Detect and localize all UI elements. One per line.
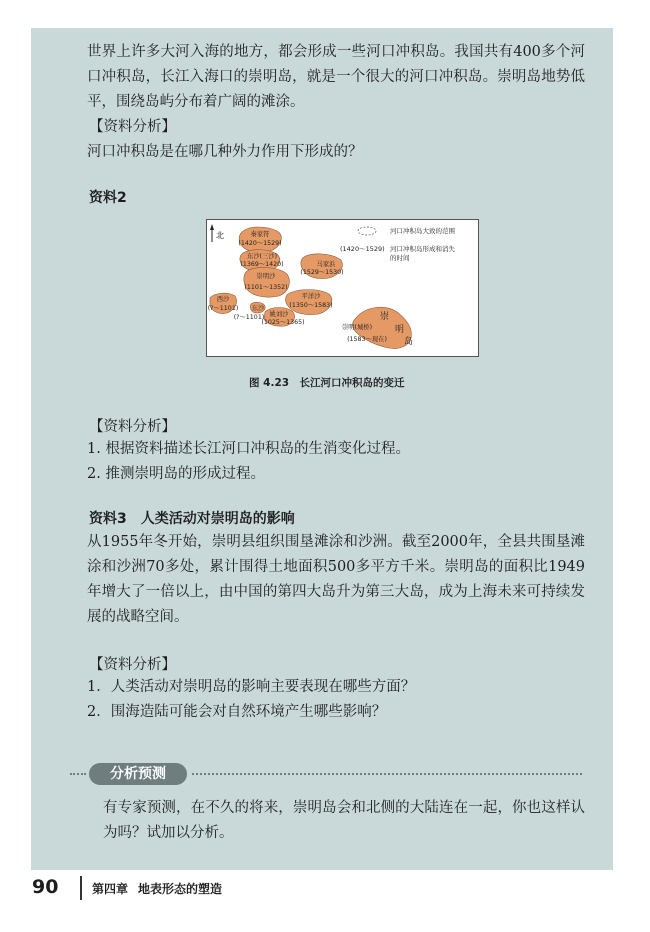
legend-range-label: 河口冲积岛大致的范围 [390,227,455,235]
figure-river-islands [206,219,479,357]
section-3-body: 从1955年冬开始，崇明县组织围垦滩涂和沙洲。截至2000年，全县共围垦滩涂和沙洲70多处，累计围得土地面积500多平方千米。崇明岛的面积比1949年增大了一倍以上，由中国的第四大岛升为第三大岛，成为上海未来可持续发展的战略空间。 [87,534,585,625]
label-dongsha-sansha-years: (1369～1420) [240,261,284,268]
label-majiabang-years: (1529～1530) [300,269,344,276]
label-xisha-years: (?～1101) [207,305,239,312]
predict-body: 有专家预测，在不久的将来，崇明岛会和北侧的大陆连在一起，你也这样认为吗？试加以分析。 [103,800,585,841]
legend-time-label-2: 的时间 [390,254,410,262]
figure-caption: 图 4.23 长江河口冲积岛的变迁 [249,377,405,389]
label-dongsha-name: 东沙 [251,305,265,312]
predict-badge: 分析预测 [89,763,187,785]
predict-dots-right [192,773,582,775]
label-chongming-name: 崇明(城桥) [341,324,373,331]
label-chongming-char-1: 崇 [380,312,390,322]
label-yaoliusha-name: 姚刘沙 [269,311,289,318]
label-qinjiafu-years: (1420～1529) [238,240,282,247]
predict-dots-left [70,773,86,775]
north-label: 北 [216,231,224,240]
label-chongming-char-2: 明 [395,325,405,335]
analysis-2-item-1: 1. 根据资料描述长江河口冲积岛的生消变化过程。 [87,441,410,457]
analysis-1-header: 【资料分析】 [89,119,176,135]
label-chongming-char-3: 岛 [404,337,414,347]
label-chongming-years: (1583～现在) [347,336,387,343]
chapter-title: 地表形态的塑造 [138,882,223,896]
footer-chapter [92,880,232,897]
label-yaoliusha-years: (1025～1365) [261,319,305,326]
legend-time-label-1: 河口冲积岛形成和消失 [390,245,455,253]
label-xisha-name: 西沙 [216,296,230,303]
label-dongsha-sansha-name: 东沙(三沙) [246,253,278,260]
legend-range-symbol [358,227,376,235]
label-pingyangsha-years: (1350～1583) [289,302,333,309]
label-chongmingsha-name: 崇明沙 [256,273,276,280]
analysis-3-header: 【资料分析】 [89,657,176,673]
analysis-1-question: 河口冲积岛是在哪几种外力作用下形成的？ [87,144,363,160]
island-map [207,220,478,356]
intro-paragraph: 世界上许多大河入海的地方，都会形成一些河口冲积岛。我国共有400多个河口冲积岛，长江入海口的崇明岛，就是一个很大的河口冲积岛。崇明岛地势低平，围绕岛屿分布着广阔的滩涂。 [87,44,585,110]
section-3-title: 资料3 人类活动对崇明岛的影响 [89,511,295,527]
island-chongmingsha [244,267,290,297]
section-2-title: 资料2 [89,190,127,206]
predict-section-header [70,763,582,785]
analysis-3-item-2: 2．围海造陆可能会对自然环境产生哪些影响？ [87,704,387,720]
analysis-3-item-1: 1．人类活动对崇明岛的影响主要表现在哪些方面？ [87,679,416,695]
page-number: 90 [32,876,59,898]
label-pingyangsha-name: 平洋沙 [301,293,321,300]
analysis-2-item-2: 2. 推测崇明岛的形成过程。 [87,466,265,482]
footer-divider [80,876,82,900]
label-dongsha-years: (?～1101) [233,314,265,321]
label-majiabang-name: 马家浜 [316,261,336,268]
analysis-2-header: 【资料分析】 [89,419,176,435]
legend-sample-years: (1420～1529) [340,245,385,253]
label-qinjiafu-name: 秦家符 [250,231,270,238]
chapter-number: 第四章 [92,882,129,896]
label-chongmingsha-years: (1101～1352) [244,284,288,291]
north-arrow-head [210,224,214,230]
